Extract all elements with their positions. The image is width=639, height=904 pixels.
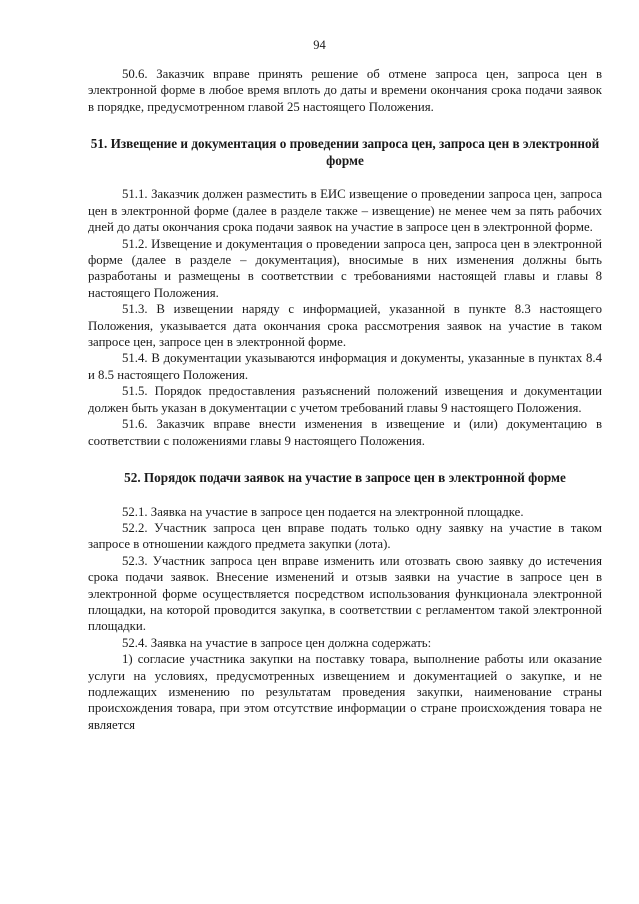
page-number: 94 [313,38,326,52]
paragraph-52-4-item-1: 1) согласие участника закупки на поставку товара, выполнение работы или оказание услуги на условиях, предусмотренных извещением и документацией о закупке, и не подлежащих изменению по результатам проведения закупки, наименование страны происхождения товара, при этом отсутствие информации о стране происхождения товара не является [88,652,602,732]
paragraph-51-4: 51.4. В документации указываются информация и документы, указанные в пунктах 8.4 и 8.5 настоящего Положения. [88,351,602,382]
paragraph-51-5: 51.5. Порядок предоставления разъяснений положений извещения и документации должен быть указан в документации с учетом требований главы 9 настоящего Положения. [88,384,602,415]
paragraph-52-1: 52.1. Заявка на участие в запросе цен подается на электронной площадке. [122,504,524,519]
section-51-heading: 51. Извещение и документация о проведении запроса цен, запроса цен в электронной форме [90,136,600,168]
paragraph-50-6: 50.6. Заказчик вправе принять решение об отмене запроса цен, запроса цен в электронной форме в любое время вплоть до даты и времени окончания срока подачи заявок в порядке, предусмотренном главой 25 настоящего Положения. [88,67,602,114]
paragraph-52-4: 52.4. Заявка на участие в запросе цен должна содержать: [122,635,432,650]
section-52-heading: 52. Порядок подачи заявок на участие в запросе цен в электронной форме [124,469,566,485]
paragraph-51-1: 51.1. Заказчик должен разместить в ЕИС извещение о проведении запроса цен, запроса цен в электронной форме (далее в разделе также – извещение) не менее чем за пять рабочих дней до даты окончания срока подачи заявок на участие в запросе цен в электронной форме. [88,187,602,235]
paragraph-52-2: 52.2. Участник запроса цен вправе подать только одну заявку на участие в таком запросе в отношении каждого предмета закупки (лота). [88,520,602,552]
spacer [88,169,602,186]
paragraph-51-2: 51.2. Извещение и документация о проведении запроса цен, запроса цен в электронной форме (далее в разделе – документация), вносимые в них изменения должны быть разработаны и размещены в соответствии с требованиями настоящей главы и главы 8 настоящего Положения. [88,236,602,300]
spacer [88,487,602,504]
paragraph-51-3: 51.3. В извещении наряду с информацией, указанной в пункте 8.3 настоящего Положения, указывается дата окончания срока рассмотрения заявок на участие в таком запросе цен, запросе цен в электронной форме. [88,302,602,350]
page-content [88,66,602,733]
paragraph-51-6: 51.6. Заказчик вправе внести изменения в извещение и (или) документацию в соответствии с положениями главы 9 настоящего Положения. [88,417,602,448]
paragraph-52-3: 52.3. Участник запроса цен вправе изменить или отозвать свою заявку до истечения срока подачи заявок. Внесение изменений и отзыв заявки на участие в запросе цен в электронной форме осуществляется посредством использования функционала электронной площадки, на которой проводится закупка, в соответствии с регламентом такой электронной площадки. [88,553,602,634]
spacer [88,115,602,136]
spacer [88,449,602,470]
